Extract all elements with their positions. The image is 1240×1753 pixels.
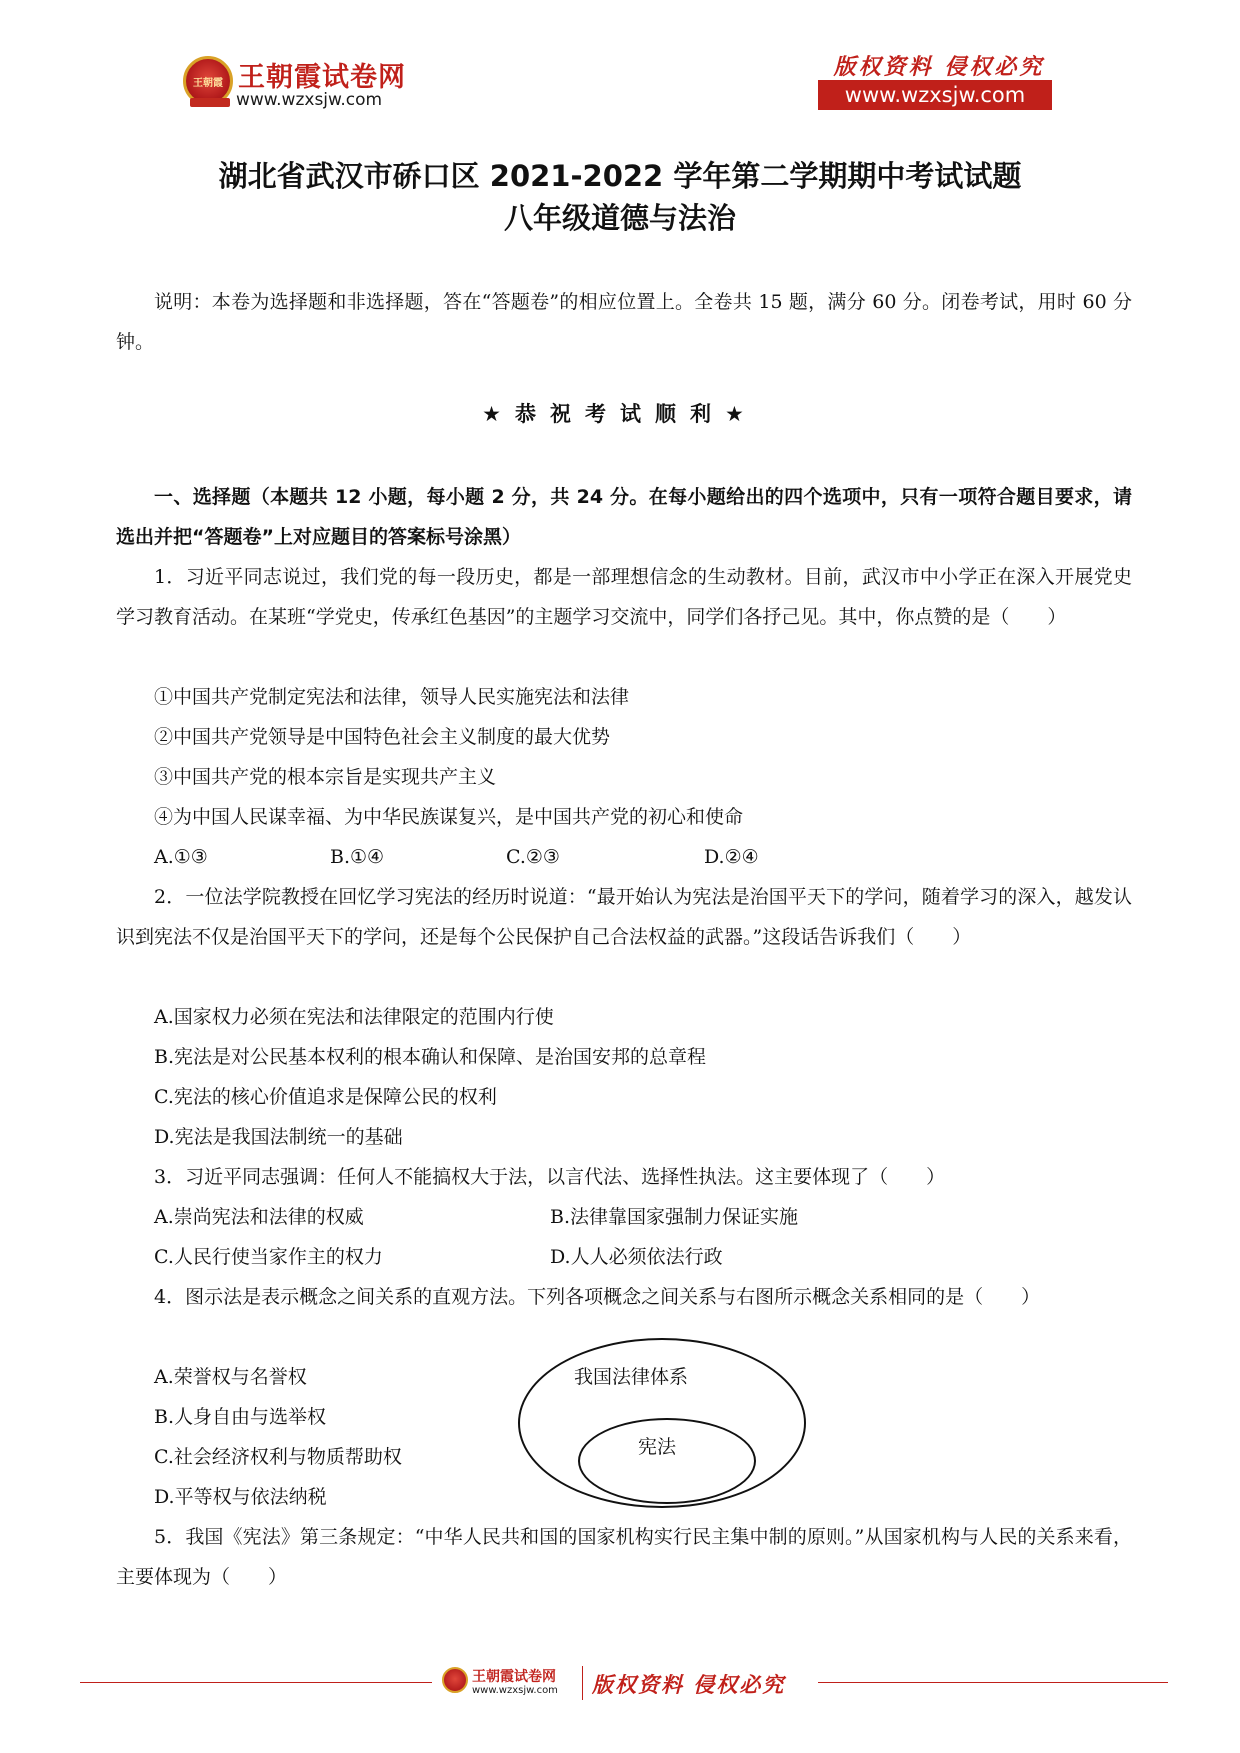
footer-separator: [582, 1666, 583, 1700]
q1-statement: ②中国共产党领导是中国特色社会主义制度的最大优势: [154, 726, 611, 748]
copyright-notice: 版权资料 侵权必究: [833, 54, 1045, 80]
q3-option-c: C.人民行使当家作主的权力: [154, 1246, 383, 1268]
q1-statement: ①中国共产党制定宪法和法律，领导人民实施宪法和法律: [154, 686, 630, 708]
section-heading: 一、选择题（本题共 12 小题，每小题 2 分，共 24 分。在每小题给出的四个选项中，只有一项符合题目要求，请选出并把“答题卷”上对应题目的答案标号涂黑）: [116, 486, 1132, 548]
q1-statement: ④为中国人民谋幸福、为中华民族谋复兴，是中国共产党的初心和使命: [154, 806, 744, 828]
q4-option-d: D.平等权与依法纳税: [154, 1486, 327, 1508]
diagram-outer-label: 我国法律体系: [574, 1366, 689, 1388]
question-1-stem: 1．习近平同志说过，我们党的每一段历史，都是一部理想信念的生动教材。目前，武汉市中小学正在深入开展党史学习教育活动。在某班“学党史，传承红色基因”的主题学习交流中，同学们各抒己见。其中，你点赞的是（ ）: [116, 566, 1132, 628]
question-5-stem: 5．我国《宪法》第三条规定：“中华人民共和国的国家机构实行民主集中制的原则。”从国家机构与人民的关系来看，主要体现为（ ）: [116, 1526, 1132, 1588]
question-2-stem: 2．一位法学院教授在回忆学习宪法的经历时说道：“最开始认为宪法是治国平天下的学问，随着学习的深入，越发认识到宪法不仅是治国平天下的学问，还是每个公民保护自己合法权益的武器。”这段话告诉我们（ ）: [116, 886, 1132, 948]
q1-option-d: D.②④: [704, 846, 759, 868]
q3-option-a: A.崇尚宪法和法律的权威: [154, 1206, 364, 1228]
q2-option-a: A.国家权力必须在宪法和法律限定的范围内行使: [154, 1006, 554, 1028]
q2-option-d: D.宪法是我国法制统一的基础: [154, 1126, 403, 1148]
footer-url[interactable]: www.wzxsjw.com: [472, 1685, 558, 1696]
logo-ribbon: [190, 98, 230, 107]
q4-option-a: A.荣誉权与名誉权: [154, 1366, 307, 1388]
logo-seal-text: 王朝霞: [193, 77, 223, 89]
site-url-banner[interactable]: www.wzxsjw.com: [818, 80, 1052, 110]
q3-option-b: B.法律靠国家强制力保证实施: [550, 1206, 799, 1228]
q1-option-c: C.②③: [506, 846, 560, 868]
q4-option-c: C.社会经济权利与物质帮助权: [154, 1446, 402, 1468]
footer-divider-right: [818, 1682, 1168, 1683]
logo-name: 王朝霞试卷网: [238, 62, 406, 93]
footer-logo-name: 王朝霞试卷网: [472, 1669, 556, 1685]
q1-option-b: B.①④: [330, 846, 385, 868]
instructions: 说明：本卷为选择题和非选择题，答在“答题卷”的相应位置上。全卷共 15 题，满分 60 分。闭卷考试，用时 60 分钟。: [116, 291, 1132, 353]
logo-url[interactable]: www.wzxsjw.com: [236, 90, 383, 110]
exam-title: 湖北省武汉市硚口区 2021-2022 学年第二学期期中考试试题: [218, 159, 1022, 193]
q2-option-c: C.宪法的核心价值追求是保障公民的权利: [154, 1086, 497, 1108]
footer-copyright: 版权资料 侵权必究: [592, 1672, 786, 1697]
q3-option-d: D.人人必须依法行政: [550, 1246, 723, 1268]
q4-option-b: B.人身自由与选举权: [154, 1406, 327, 1428]
q1-statement: ③中国共产党的根本宗旨是实现共产主义: [154, 766, 497, 788]
diagram-inner-label: 宪法: [638, 1436, 677, 1458]
footer-logo-icon: [442, 1667, 468, 1693]
footer-divider-left: [80, 1682, 432, 1683]
q2-option-b: B.宪法是对公民基本权利的根本确认和保障、是治国安邦的总章程: [154, 1046, 707, 1068]
question-4-stem: 4．图示法是表示概念之间关系的直观方法。下列各项概念之间关系与右图所示概念关系相同的是（ ）: [154, 1286, 1041, 1308]
exam-subject: 八年级道德与法治: [503, 201, 736, 235]
wish-banner: ★恭祝考试顺利★: [482, 402, 758, 426]
diagram-inner-ellipse: [578, 1418, 756, 1504]
q1-option-a: A.①③: [154, 846, 208, 868]
question-3-stem: 3．习近平同志强调：任何人不能搞权大于法，以言代法、选择性执法。这主要体现了（ ）: [154, 1166, 946, 1188]
